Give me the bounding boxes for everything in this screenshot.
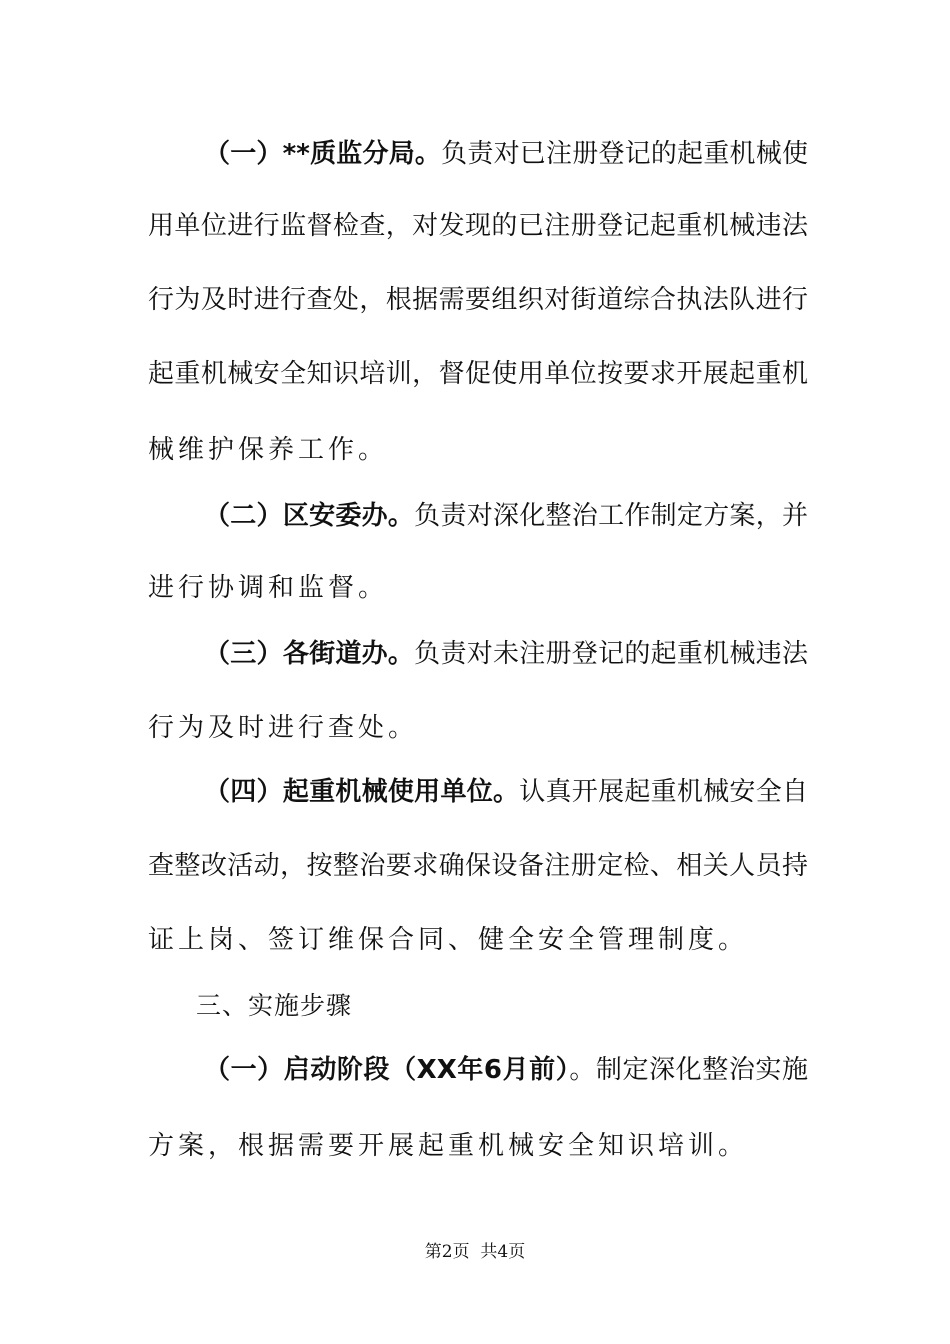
paragraph-4-line-1	[148, 772, 808, 812]
paragraph-1-line-1	[148, 134, 808, 174]
paragraph-2-line-1	[148, 496, 808, 536]
paragraph-5-heading: （一）启动阶段（XX年6月前）	[204, 1055, 570, 1085]
paragraph-1-line-4: 起重机械安全知识培训，督促使用单位按要求开展起重机	[148, 359, 808, 389]
paragraph-4-line-2: 查整改活动，按整治要求确保设备注册定检、相关人员持	[148, 851, 808, 881]
paragraph-3-line-1	[148, 634, 808, 674]
paragraph-5-line-1	[148, 1050, 808, 1090]
paragraph-3-line-2: 行为及时进行查处。	[148, 713, 419, 743]
paragraph-1-line-5: 械维护保养工作。	[148, 435, 389, 465]
page-number: 第2页 共4页	[424, 1242, 526, 1262]
paragraph-4-line-3: 证上岗、签订维保合同、健全安全管理制度。	[148, 925, 749, 955]
paragraph-2-text: 负责对深化整治工作制定方案，并	[414, 501, 808, 531]
paragraph-4-text: 认真开展起重机械安全自	[519, 777, 808, 807]
paragraph-5-text: 。制定深化整治实施	[569, 1055, 808, 1085]
paragraph-1-line-3: 行为及时进行查处，根据需要组织对街道综合执法队进行	[148, 285, 808, 315]
section-3-heading: 三、实施步骤	[196, 991, 353, 1020]
paragraph-2-heading: （二）区安委办。	[204, 501, 415, 531]
paragraph-1-heading: （一）**质监分局。	[204, 139, 442, 169]
paragraph-4-heading: （四）起重机械使用单位。	[204, 777, 520, 807]
paragraph-3-heading: （三）各街道办。	[204, 639, 415, 669]
paragraph-1-line-2: 用单位进行监督检查，对发现的已注册登记起重机械违法	[148, 211, 808, 241]
paragraph-2-line-2: 进行协调和监督。	[148, 573, 389, 603]
paragraph-1-text: 负责对已注册登记的起重机械使	[441, 139, 808, 169]
paragraph-5-line-2: 方案，根据需要开展起重机械安全知识培训。	[148, 1131, 749, 1161]
page-footer	[0, 1240, 950, 1264]
paragraph-3-text: 负责对未注册登记的起重机械违法	[414, 639, 808, 669]
